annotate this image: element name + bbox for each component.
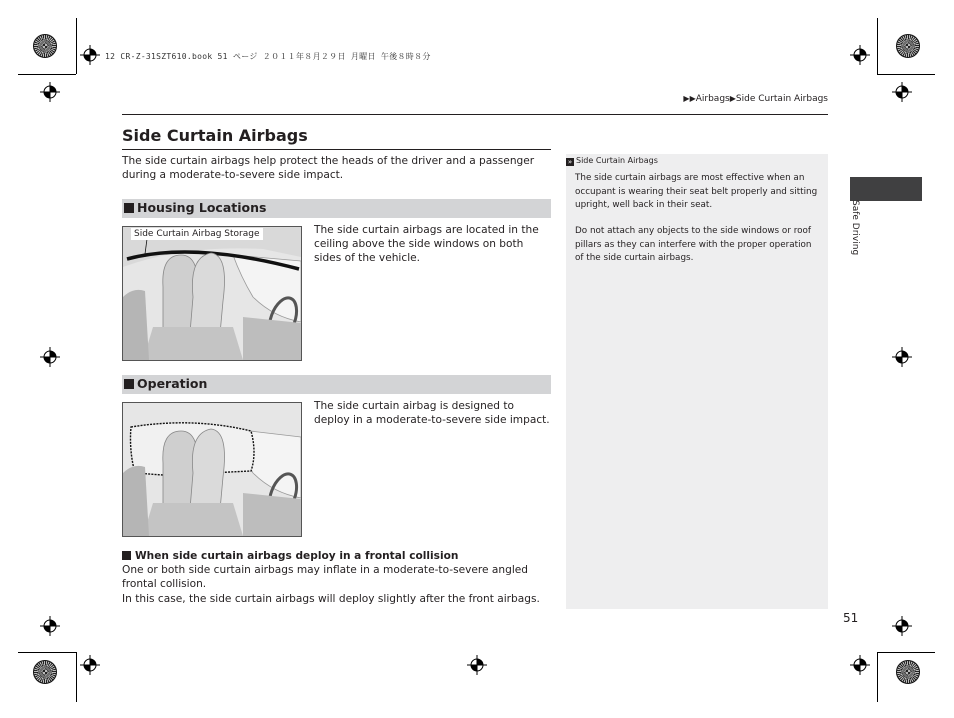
section-tab-label: Safe Driving: [850, 200, 860, 256]
crosshair-icon: [80, 655, 100, 675]
housing-description: The side curtain airbags are located in the ceiling above the side windows on both sides of the vehicle.: [314, 224, 539, 264]
sidebar-note-2: Do not attach any objects to the side windows or roof pillars as they can interfere with the proper operation of the side curtain airbags.: [575, 226, 812, 263]
figure-callout-label: Side Curtain Airbag Storage: [131, 228, 263, 240]
square-bullet-icon: [124, 379, 134, 389]
crosshair-icon: [892, 82, 912, 102]
operation-illustration: [122, 402, 302, 537]
section-heading-operation: [122, 375, 551, 394]
crosshair-icon: [40, 347, 60, 367]
crosshair-icon: [850, 45, 870, 65]
frontal-collision-heading-label: When side curtain airbags deploy in a frontal collision: [135, 550, 459, 562]
crosshair-icon: [892, 347, 912, 367]
breadcrumb: [683, 94, 828, 104]
section-heading-label: Operation: [137, 376, 208, 391]
frontal-collision-text-2: In this case, the side curtain airbags will deploy slightly after the front airbags.: [122, 593, 540, 605]
crop-line: [877, 652, 935, 653]
operation-description: The side curtain airbag is designed to deploy in a moderate-to-severe side impact.: [314, 400, 550, 426]
crop-line: [877, 74, 935, 75]
crosshair-icon: [80, 45, 100, 65]
frontal-collision-text-1: One or both side curtain airbags may inflate in a moderate-to-severe angled frontal collision.: [122, 564, 529, 590]
print-header-info: 12 CR-Z-31SZT610.book 51 ページ ２０１１年８月２９日 月曜日 午後８時８分: [105, 52, 431, 61]
page-title: Side Curtain Airbags: [122, 126, 308, 145]
reference-marker-icon: »: [567, 158, 573, 166]
intro-paragraph: The side curtain airbags help protect the heads of the driver and a passenger during a moderate-to-severe side impact.: [122, 155, 535, 181]
housing-illustration: [122, 226, 302, 361]
breadcrumb-separator-icon: ▶: [729, 94, 736, 103]
crosshair-icon: [850, 655, 870, 675]
sidebar-heading-label: Side Curtain Airbags: [576, 156, 658, 165]
breadcrumb-link-airbags[interactable]: Airbags: [695, 94, 730, 104]
section-tab[interactable]: [850, 177, 922, 201]
registration-dial-icon: [33, 34, 57, 58]
section-heading-housing: [122, 199, 551, 218]
header-rule: [122, 114, 828, 115]
breadcrumb-current: Side Curtain Airbags: [735, 94, 828, 104]
crosshair-icon: [40, 616, 60, 636]
crop-line: [18, 652, 76, 653]
crop-line: [76, 18, 77, 74]
title-rule: [122, 149, 551, 150]
sidebar-heading: [566, 156, 658, 166]
deployed-airbag-illustration: [123, 403, 301, 536]
crop-line: [18, 74, 76, 75]
registration-dial-icon: [33, 660, 57, 684]
section-heading-label: Housing Locations: [137, 200, 267, 215]
page-number: 51: [843, 611, 859, 625]
sidebar-note-1: The side curtain airbags are most effective when an occupant is wearing their seat belt properly and sitting upright, well back in their seat.: [575, 173, 818, 210]
square-bullet-icon: [124, 203, 134, 213]
crosshair-icon: [40, 82, 60, 102]
sidebar-notes: [566, 154, 828, 609]
registration-dial-icon: [896, 660, 920, 684]
crop-line: [877, 18, 878, 74]
crop-line: [76, 652, 77, 702]
car-interior-illustration: [123, 227, 301, 360]
crosshair-icon: [892, 616, 912, 636]
crop-line: [877, 652, 878, 702]
breadcrumb-arrow-icon: ▶▶: [683, 94, 696, 103]
registration-dial-icon: [896, 34, 920, 58]
square-bullet-icon: [122, 551, 131, 560]
crosshair-icon: [467, 655, 487, 675]
frontal-collision-heading: [122, 550, 458, 562]
